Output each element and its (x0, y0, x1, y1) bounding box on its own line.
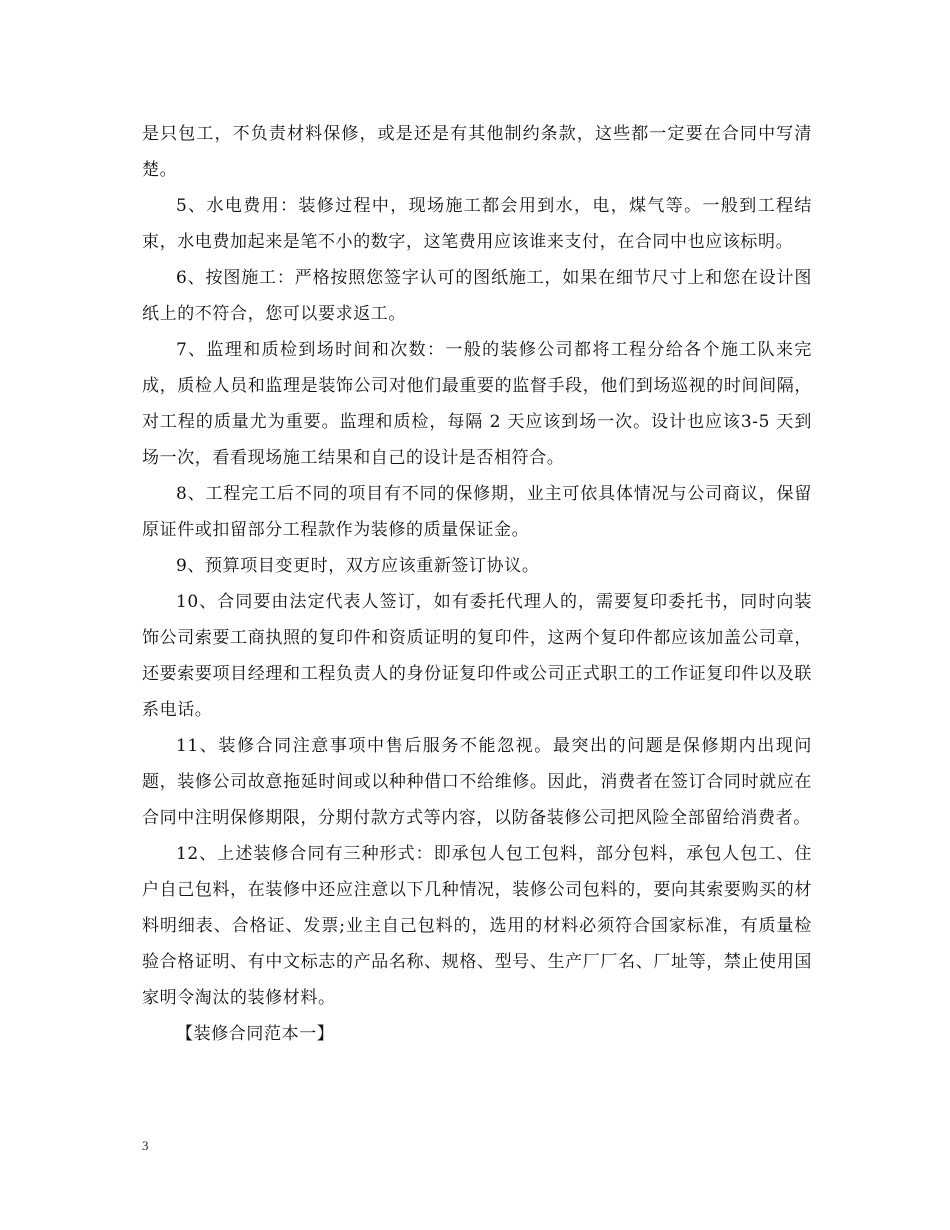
page-number: 3 (142, 1138, 149, 1153)
paragraph-continuation: 是只包工，不负责材料保修，或是还是有其他制约条款，这些都一定要在合同中写清楚。 (142, 124, 812, 180)
paragraph-item-10: 10、合同要由法定代表人签订，如有委托代理人的，需要复印委托书，同时向装饰公司索要工商执照的复印件和资质证明的复印件，这两个复印件都应该加盖公司章，还要索要项目经理和工程负责人的身份证复印件或公司正式职工的工作证复印件以及联系电话。 (142, 592, 812, 720)
section-heading: 【装修合同范本一】 (176, 1024, 335, 1044)
paragraph-item-7: 7、监理和质检到场时间和次数：一般的装修公司都将工程分给各个施工队来完成，质检人员和监理是装饰公司对他们最重要的监督手段，他们到场巡视的时间间隔，对工程的质量尤为重要。监理和质检，每隔 2 天应该到场一次。设计也应该3-5 天到场一次，看看现场施工结果和自己的设计是否相符合。 (142, 340, 812, 468)
paragraph-item-11: 11、装修合同注意事项中售后服务不能忽视。最突出的问题是保修期内出现问题，装修公司故意拖延时间或以种种借口不给维修。因此，消费者在签订合同时就应在合同中注明保修期限，分期付款方式等内容，以防备装修公司把风险全部留给消费者。 (142, 736, 812, 828)
document-body (142, 116, 812, 1052)
paragraph-item-6: 6、按图施工：严格按照您签字认可的图纸施工，如果在细节尺寸上和您在设计图纸上的不符合，您可以要求返工。 (142, 268, 812, 324)
paragraph-item-5: 5、水电费用：装修过程中，现场施工都会用到水，电，煤气等。一般到工程结束，水电费加起来是笔不小的数字，这笔费用应该谁来支付，在合同中也应该标明。 (142, 196, 812, 252)
paragraph-item-8: 8、工程完工后不同的项目有不同的保修期，业主可依具体情况与公司商议，保留原证件或扣留部分工程款作为装修的质量保证金。 (142, 484, 812, 540)
paragraph-item-9: 9、预算项目变更时，双方应该重新签订协议。 (176, 556, 540, 576)
paragraph-item-12: 12、上述装修合同有三种形式：即承包人包工包料，部分包料，承包人包工、住户自己包料，在装修中还应注意以下几种情况，装修公司包料的，要向其索要购买的材料明细表、合格证、发票;业主自己包料的，选用的材料必须符合国家标准，有质量检验合格证明、有中文标志的产品名称、规格、型号、生产厂厂名、厂址等，禁止使用国家明令淘汰的装修材料。 (142, 844, 812, 1008)
